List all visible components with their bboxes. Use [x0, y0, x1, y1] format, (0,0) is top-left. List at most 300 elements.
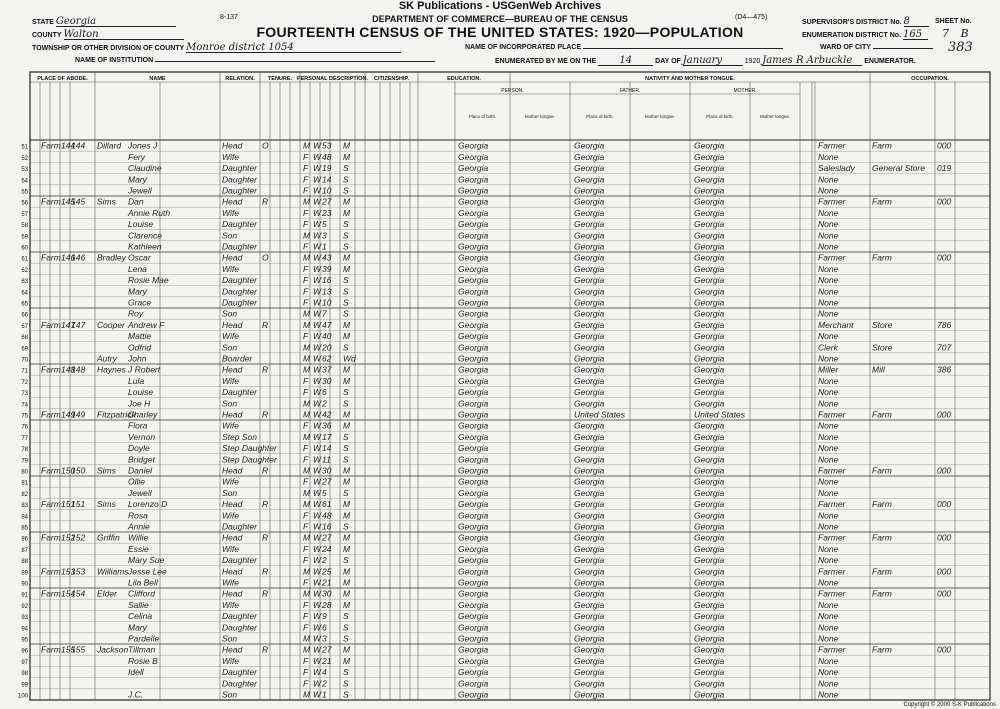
- line-number: 76: [21, 424, 28, 431]
- line-number: 52: [21, 155, 28, 162]
- age: 21: [322, 655, 332, 666]
- race: W: [313, 611, 322, 622]
- line-number: 77: [21, 435, 28, 442]
- marital-status: M: [343, 196, 351, 207]
- father-birthplace: Georgia: [574, 655, 605, 666]
- relation: Daughter: [222, 678, 257, 689]
- mother-birthplace: Georgia: [694, 420, 725, 431]
- given-name: Mattie: [128, 331, 152, 342]
- occupation: Farmer: [818, 588, 846, 599]
- birthplace: Georgia: [458, 263, 489, 274]
- father-birthplace: Georgia: [574, 510, 605, 521]
- race: W: [313, 655, 322, 666]
- marital-status: M: [343, 331, 351, 342]
- age: 2: [322, 678, 327, 689]
- mother-birthplace: Georgia: [694, 207, 725, 218]
- race: W: [313, 219, 322, 230]
- sex: M: [303, 465, 311, 476]
- line-number: 58: [21, 223, 28, 230]
- occupation: None: [818, 207, 839, 218]
- given-name: Louise: [128, 387, 154, 398]
- marital-status: M: [343, 543, 351, 554]
- line-number: 80: [21, 469, 28, 476]
- occupation: None: [818, 230, 839, 241]
- father-birthplace: Georgia: [574, 275, 605, 286]
- line-number: 89: [21, 570, 28, 577]
- family-number: 144: [71, 140, 86, 151]
- mother-birthplace: Georgia: [694, 286, 725, 297]
- enumerator-label: ENUMERATOR.: [864, 58, 916, 65]
- father-birthplace: Georgia: [574, 577, 605, 588]
- father-birthplace: Georgia: [574, 633, 605, 644]
- birthplace: Georgia: [458, 286, 489, 297]
- mother-birthplace: Georgia: [694, 331, 725, 342]
- race: W: [313, 543, 322, 554]
- father-birthplace: Georgia: [574, 644, 605, 655]
- marital-status: M: [343, 655, 351, 666]
- birthplace: Georgia: [458, 611, 489, 622]
- mother-birthplace: Georgia: [694, 342, 725, 353]
- father-birthplace: Georgia: [574, 219, 605, 230]
- mother-birthplace: Georgia: [694, 252, 725, 263]
- birthplace: Georgia: [458, 364, 489, 375]
- surname: Bradley: [97, 252, 126, 263]
- dwelling-type: Farm: [41, 252, 61, 263]
- marital-status: M: [343, 409, 351, 420]
- relation: Head: [222, 588, 243, 599]
- tenure: R: [262, 196, 269, 207]
- father-birthplace: Georgia: [574, 454, 605, 465]
- birthplace: Georgia: [458, 252, 489, 263]
- age: 62: [322, 353, 332, 364]
- given-name: Jesse Lee: [128, 566, 167, 577]
- birthplace: Georgia: [458, 297, 489, 308]
- relation: Head: [222, 196, 243, 207]
- sex: F: [303, 420, 309, 431]
- father-birthplace: United States: [574, 409, 626, 420]
- occupation: None: [818, 678, 839, 689]
- marital-status: M: [343, 420, 351, 431]
- occupation: None: [818, 454, 839, 465]
- mother-birthplace: Georgia: [694, 555, 725, 566]
- sex: F: [303, 443, 309, 454]
- relation: Wife: [222, 263, 239, 274]
- relation: Wife: [222, 207, 239, 218]
- marital-status: Wd: [343, 353, 356, 364]
- mother-birthplace: Georgia: [694, 431, 725, 442]
- father-birthplace: Georgia: [574, 555, 605, 566]
- place-of-birth-label: Place of birth.: [586, 114, 614, 119]
- age: 30: [322, 375, 332, 386]
- marital-status: M: [343, 577, 351, 588]
- dwelling-type: Farm: [41, 364, 61, 375]
- father-birthplace: Georgia: [574, 487, 605, 498]
- occupation: None: [818, 689, 839, 700]
- relation: Daughter: [222, 622, 257, 633]
- given-name: Sallie: [128, 599, 149, 610]
- relation: Daughter: [222, 555, 257, 566]
- birthplace: Georgia: [458, 543, 489, 554]
- relation: Head: [222, 319, 243, 330]
- birthplace: Georgia: [458, 185, 489, 196]
- race: W: [313, 443, 322, 454]
- surname: Sims: [97, 499, 116, 510]
- marital-status: M: [343, 499, 351, 510]
- line-number: 74: [21, 402, 28, 409]
- dwelling-number: 154: [61, 588, 76, 599]
- line-number: 81: [21, 480, 28, 487]
- line-number: 72: [21, 379, 28, 386]
- marital-status: M: [343, 252, 351, 263]
- age: 27: [322, 196, 332, 207]
- age: 27: [322, 476, 332, 487]
- mother-birthplace: Georgia: [694, 308, 725, 319]
- sex: M: [303, 342, 311, 353]
- age: 48: [322, 151, 332, 162]
- industry: Farm: [872, 252, 892, 263]
- race: W: [313, 375, 322, 386]
- marital-status: S: [343, 275, 349, 286]
- given-name: Jewell: [128, 487, 152, 498]
- father-birthplace: Georgia: [574, 431, 605, 442]
- line-number: 69: [21, 346, 28, 353]
- age: 21: [322, 577, 332, 588]
- father-birthplace: Georgia: [574, 331, 605, 342]
- father-birthplace: Georgia: [574, 420, 605, 431]
- state-value: Georgia: [56, 18, 176, 27]
- birthplace: Georgia: [458, 151, 489, 162]
- mother-birthplace: Georgia: [694, 611, 725, 622]
- line-number: 82: [21, 491, 28, 498]
- marital-status: S: [343, 286, 349, 297]
- race: W: [313, 487, 322, 498]
- line-number: 73: [21, 391, 28, 398]
- mother-birthplace: Georgia: [694, 577, 725, 588]
- father-birthplace: Georgia: [574, 140, 605, 151]
- occupation-code: 000: [937, 465, 952, 476]
- given-name: Clifford: [128, 588, 155, 599]
- line-number: 57: [21, 211, 28, 218]
- occupation: None: [818, 174, 839, 185]
- father-birthplace: Georgia: [574, 521, 605, 532]
- age: 53: [322, 140, 332, 151]
- age: 2: [322, 398, 327, 409]
- age: 14: [322, 443, 332, 454]
- industry: Farm: [872, 499, 892, 510]
- relation: Son: [222, 342, 238, 353]
- dwelling-number: 153: [61, 566, 76, 577]
- race: W: [313, 174, 322, 185]
- age: 10: [322, 297, 332, 308]
- given-name: Ollie: [128, 476, 146, 487]
- given-name: Rosie B: [128, 655, 158, 666]
- given-name: Idell: [128, 667, 144, 678]
- birthplace: Georgia: [458, 599, 489, 610]
- race: W: [313, 588, 322, 599]
- tenure: R: [262, 532, 269, 543]
- given-name: Clarence: [128, 230, 163, 241]
- occupation: None: [818, 275, 839, 286]
- race: W: [313, 241, 322, 252]
- race: W: [313, 644, 322, 655]
- occupation-code: 786: [937, 319, 952, 330]
- occupation: None: [818, 622, 839, 633]
- mother-birthplace: Georgia: [694, 465, 725, 476]
- industry: General Store: [872, 163, 925, 174]
- surname: Dillard: [97, 140, 122, 151]
- occupation: None: [818, 555, 839, 566]
- relation: Step Son: [222, 431, 257, 442]
- age: 2: [322, 555, 327, 566]
- tenure: O: [262, 252, 269, 263]
- race: W: [313, 532, 322, 543]
- relation: Head: [222, 644, 243, 655]
- age: 6: [322, 622, 327, 633]
- occupation: Farmer: [818, 532, 846, 543]
- dwelling-number: 146: [61, 252, 76, 263]
- line-number: 85: [21, 525, 28, 532]
- sex: F: [303, 375, 309, 386]
- age: 47: [322, 319, 332, 330]
- occupation: Farmer: [818, 140, 846, 151]
- dwelling-number: 150: [61, 465, 76, 476]
- line-number: 83: [21, 503, 28, 510]
- industry: Farm: [872, 465, 892, 476]
- given-name: Lila Bell: [128, 577, 158, 588]
- occupation-code: 019: [937, 163, 952, 174]
- mother-birthplace: Georgia: [694, 499, 725, 510]
- county-label: COUNTY: [32, 32, 62, 39]
- line-number: 84: [21, 514, 28, 521]
- race: W: [313, 409, 322, 420]
- sex: M: [303, 196, 311, 207]
- relation: Wife: [222, 510, 239, 521]
- sex: F: [303, 151, 309, 162]
- occupation: None: [818, 655, 839, 666]
- line-number: 54: [21, 178, 28, 185]
- marital-status: M: [343, 644, 351, 655]
- birthplace: Georgia: [458, 207, 489, 218]
- given-name: Odfrid: [128, 342, 152, 353]
- age: 16: [322, 521, 332, 532]
- given-name: Mary: [128, 286, 147, 297]
- race: W: [313, 353, 322, 364]
- age: 9: [322, 611, 327, 622]
- tenure: R: [262, 499, 269, 510]
- tenure: R: [262, 364, 269, 375]
- birthplace: Georgia: [458, 454, 489, 465]
- township-label: TOWNSHIP OR OTHER DIVISION OF COUNTY: [32, 45, 185, 52]
- occupation: Miller: [818, 364, 839, 375]
- occupation: Clerk: [818, 342, 838, 353]
- race: W: [313, 577, 322, 588]
- age: 3: [322, 633, 327, 644]
- age: 23: [322, 207, 332, 218]
- family-number: 150: [71, 465, 86, 476]
- given-name: Pardelle: [128, 633, 160, 644]
- occupation: None: [818, 543, 839, 554]
- line-number: 60: [21, 245, 28, 252]
- father-birthplace: Georgia: [574, 622, 605, 633]
- marital-status: S: [343, 174, 349, 185]
- relation: Wife: [222, 375, 239, 386]
- age: 48: [322, 510, 332, 521]
- day-of-label: DAY OF: [655, 58, 681, 65]
- dwelling-type: Farm: [41, 588, 61, 599]
- marital-status: S: [343, 308, 349, 319]
- occupation: None: [818, 487, 839, 498]
- marital-status: S: [343, 219, 349, 230]
- mother-birthplace: Georgia: [694, 364, 725, 375]
- marital-status: M: [343, 566, 351, 577]
- birthplace: Georgia: [458, 140, 489, 151]
- industry: Farm: [872, 409, 892, 420]
- line-number: 68: [21, 335, 28, 342]
- race: W: [313, 207, 322, 218]
- mother-birthplace: Georgia: [694, 174, 725, 185]
- surname: Jackson: [97, 644, 129, 655]
- sex: F: [303, 476, 309, 487]
- occupation: Farmer: [818, 252, 846, 263]
- race: W: [313, 521, 322, 532]
- birthplace: Georgia: [458, 644, 489, 655]
- age: 13: [322, 286, 332, 297]
- birthplace: Georgia: [458, 577, 489, 588]
- copyright-notice: Copyright © 2000 S-K Publications: [903, 702, 996, 708]
- line-number: 59: [21, 234, 28, 241]
- marital-status: S: [343, 622, 349, 633]
- sex: M: [303, 319, 311, 330]
- birthplace: Georgia: [458, 521, 489, 532]
- father-birthplace: Georgia: [574, 308, 605, 319]
- birthplace: Georgia: [458, 487, 489, 498]
- family-number: 154: [71, 588, 86, 599]
- column-group-label: EDUCATION.: [447, 76, 481, 82]
- marital-status: S: [343, 431, 349, 442]
- marital-status: M: [343, 599, 351, 610]
- race: W: [313, 308, 322, 319]
- age: 1: [322, 241, 327, 252]
- age: 11: [322, 454, 331, 465]
- column-group-label: PLACE OF ABODE.: [37, 76, 88, 82]
- age: 20: [322, 342, 332, 353]
- tenure: R: [262, 319, 269, 330]
- line-number: 88: [21, 559, 28, 566]
- line-number: 95: [21, 637, 28, 644]
- marital-status: S: [343, 678, 349, 689]
- marital-status: S: [343, 297, 349, 308]
- birthplace: Georgia: [458, 588, 489, 599]
- line-number: 67: [21, 323, 28, 330]
- column-group-label: CITIZENSHIP.: [373, 76, 410, 82]
- surname: Griffin: [97, 532, 120, 543]
- marital-status: M: [343, 140, 351, 151]
- year-value: 1920: [744, 58, 761, 65]
- column-group-label: NAME: [149, 76, 166, 82]
- occupation: None: [818, 611, 839, 622]
- mother-birthplace: Georgia: [694, 185, 725, 196]
- father-birthplace: Georgia: [574, 342, 605, 353]
- dwelling-number: 145: [61, 196, 76, 207]
- birthplace: Georgia: [458, 219, 489, 230]
- age: 42: [322, 409, 332, 420]
- line-number: 91: [21, 592, 28, 599]
- relation: Head: [222, 566, 243, 577]
- birthplace: Georgia: [458, 476, 489, 487]
- sex: F: [303, 655, 309, 666]
- occupation: None: [818, 510, 839, 521]
- marital-status: M: [343, 476, 351, 487]
- occupation-code: 000: [937, 140, 952, 151]
- dwelling-number: 151: [61, 499, 76, 510]
- marital-status: S: [343, 230, 349, 241]
- race: W: [313, 465, 322, 476]
- race: W: [313, 689, 322, 700]
- mother-birthplace: Georgia: [694, 263, 725, 274]
- father-birthplace: Georgia: [574, 543, 605, 554]
- line-number: 94: [21, 626, 28, 633]
- relation: Daughter: [222, 387, 257, 398]
- occupation: None: [818, 308, 839, 319]
- supervisor-value: 8: [904, 18, 929, 27]
- mother-tongue-label: Mother tongue.: [644, 114, 676, 119]
- age: 24: [322, 543, 332, 554]
- father-birthplace: Georgia: [574, 465, 605, 476]
- birthplace: Georgia: [458, 510, 489, 521]
- mother-birthplace: Georgia: [694, 644, 725, 655]
- sex: F: [303, 174, 309, 185]
- nativity-father-label: FATHER.: [619, 88, 641, 94]
- occupation: None: [818, 353, 839, 364]
- line-number: 99: [21, 682, 28, 689]
- mother-birthplace: Georgia: [694, 633, 725, 644]
- occupation: None: [818, 633, 839, 644]
- line-number: 51: [21, 144, 28, 151]
- sex: M: [303, 644, 311, 655]
- occupation: None: [818, 431, 839, 442]
- occupation: None: [818, 263, 839, 274]
- occupation-code: 000: [937, 252, 952, 263]
- place-label: NAME OF INCORPORATED PLACE: [465, 44, 582, 51]
- mother-birthplace: Georgia: [694, 398, 725, 409]
- marital-status: S: [343, 185, 349, 196]
- given-name: Rosie Mae: [128, 275, 169, 286]
- supervisor-label: SUPERVISOR'S DISTRICT No.: [802, 19, 902, 26]
- marital-status: M: [343, 588, 351, 599]
- race: W: [313, 387, 322, 398]
- institution-label: NAME OF INSTITUTION: [75, 57, 154, 64]
- mother-birthplace: Georgia: [694, 476, 725, 487]
- mother-tongue-label: Mother tongue.: [524, 114, 556, 119]
- mother-birthplace: Georgia: [694, 521, 725, 532]
- marital-status: M: [343, 151, 351, 162]
- given-name: Claudine: [128, 163, 162, 174]
- tenure: R: [262, 644, 269, 655]
- father-birthplace: Georgia: [574, 252, 605, 263]
- sex: F: [303, 577, 309, 588]
- marital-status: S: [343, 521, 349, 532]
- father-birthplace: Georgia: [574, 667, 605, 678]
- sex: F: [303, 454, 309, 465]
- enumerated-day: 14: [598, 57, 653, 66]
- mother-birthplace: Georgia: [694, 353, 725, 364]
- given-name: Kathleen: [128, 241, 162, 252]
- age: 40: [322, 331, 332, 342]
- marital-status: M: [343, 364, 351, 375]
- race: W: [313, 622, 322, 633]
- dwelling-type: Farm: [41, 409, 61, 420]
- dwelling-type: Farm: [41, 644, 61, 655]
